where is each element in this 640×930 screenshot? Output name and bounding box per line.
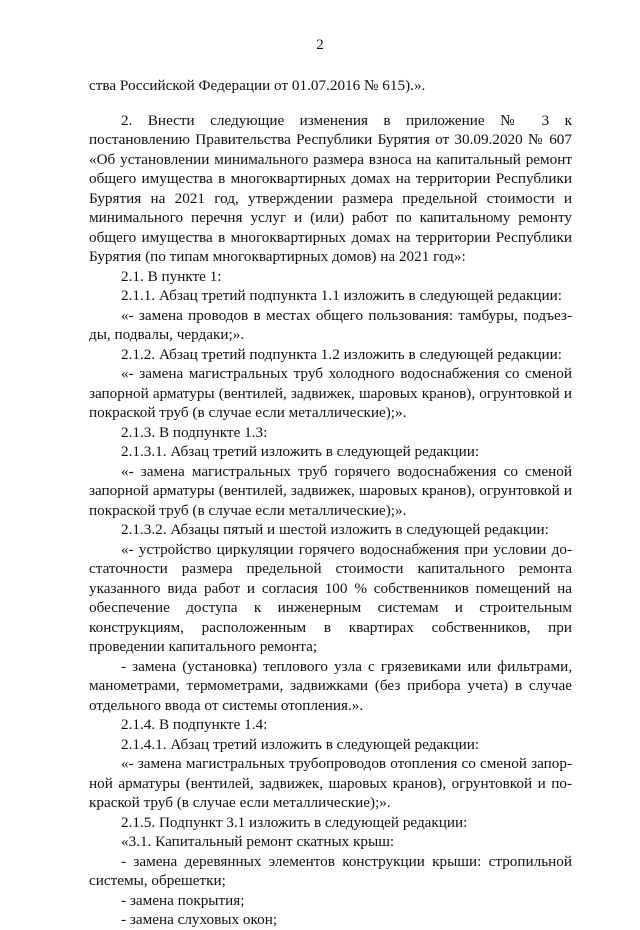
document-body xyxy=(89,76,572,930)
paragraph-quote-2: «- замена магистральных труб холодного водоснабжения со сменой запорной арматуры (вентилей, задвижек, шаровых кранов), огрунтовкой и покраской труб (в случае если металлические);». xyxy=(89,365,572,421)
paragraph-quote-6: «- замена магистральных трубопроводов отопления со сменой запорной арматуры (вентилей, задвижек, шаровых кранов), огрунтовкой и покраской труб (в случае если металлические);». xyxy=(89,755,572,811)
paragraph-list-item-1: - замена деревянных элементов конструкции крыши: стропильной системы, обрешетки; xyxy=(89,852,572,889)
paragraph-item-2-1-4: 2.1.4. В подпункте 1.4: xyxy=(121,716,268,733)
paragraph-quote-5: - замена (установка) теплового узла с грязевиками или фильтрами, манометрами, термометрами, задвижками (без прибора учета) в случае отдельного ввода от системы отопления.». xyxy=(89,657,572,714)
paragraph-list-item-2: - замена покрытия; xyxy=(121,891,245,909)
paragraph-quote-3: «- замена магистральных труб горячего водоснабжения со сменой запорной арматуры (вентилей, задвижек, шаровых кранов), огрунтовкой и покраской труб (в случае если металлические);». xyxy=(89,462,572,519)
paragraph-item-2-1-3-2: 2.1.3.2. Абзацы пятый и шестой изложить в следующей редакции: xyxy=(121,521,549,538)
paragraph-item-2: 2. Внести следующие изменения в приложение № 3 к постановлению Правительства Республики Бурятия от 30.09.2020 № 607 «Об установлении минимального размера взноса на капитальный ремонт общего имущества в многоквартирных домах на территории Республики Бурятия на 2021 год, утверждении размера предельной стоимости и минимального перечня услуг и (или) работ по капитальному ремонту общего имущества в многоквартирных домах на территории Республики Бурятия (по типам многоквартирных домов) на 2021 год»: xyxy=(89,111,572,265)
paragraph-item-2-1-1: 2.1.1. Абзац третий подпункта 1.1 изложить в следующей редакции: xyxy=(121,287,562,304)
paragraph-quote-1: «- замена проводов в местах общего пользования: тамбуры, подъезды, подвалы, чердаки;». xyxy=(89,306,572,343)
paragraph-quote-4: «- устройство циркуляции горячего водоснабжения при условии достаточности размера предельной стоимости капитального ремонта указанного вида работ и согласия 100 % собственников помещений на обеспечение доступа к инженерным системам и строительным конструкциям, расположенным в квартирах собственников, при проведении капитального ремонта; xyxy=(89,540,572,655)
page-number: 2 xyxy=(316,37,324,53)
paragraph-item-2-1-4-1: 2.1.4.1. Абзац третий изложить в следующей редакции: xyxy=(121,735,480,753)
paragraph-list-item-3: - замена слуховых окон; xyxy=(121,911,278,928)
paragraph-quote-7: «3.1. Капитальный ремонт скатных крыш: xyxy=(121,833,395,850)
paragraph-item-2-1-3-1: 2.1.3.1. Абзац третий изложить в следующей редакции: xyxy=(121,443,480,460)
paragraph-item-2-1-2: 2.1.2. Абзац третий подпункта 1.2 изложить в следующей редакции: xyxy=(121,345,562,363)
paragraph-item-2-1: 2.1. В пункте 1: xyxy=(121,267,222,285)
paragraph-item-2-1-5: 2.1.5. Подпункт 3.1 изложить в следующей редакции: xyxy=(121,813,468,831)
paragraph-continuation: ства Российской Федерации от 01.07.2016 № 615).». xyxy=(89,77,426,94)
paragraph-item-2-1-3: 2.1.3. В подпункте 1.3: xyxy=(121,423,268,441)
